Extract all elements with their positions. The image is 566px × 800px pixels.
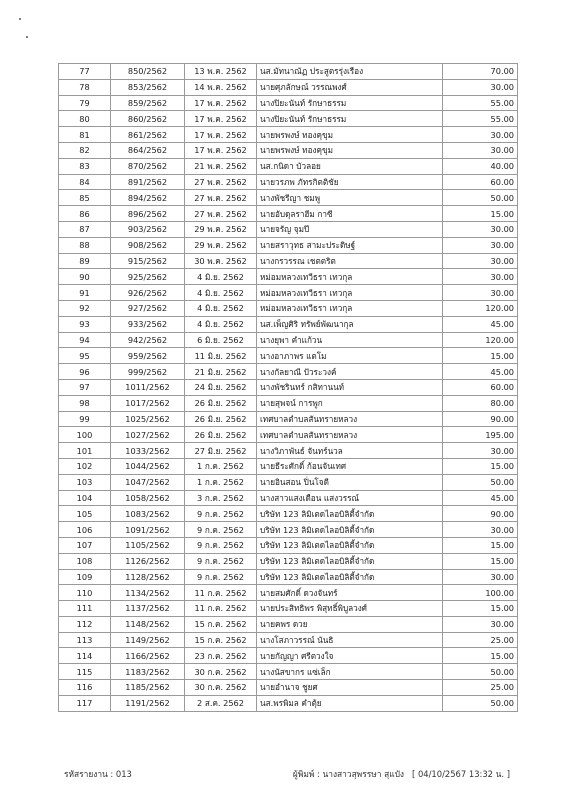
row-number: 106 — [59, 522, 111, 538]
table-row — [59, 458, 518, 474]
table-row — [59, 237, 518, 253]
amount: 120.00 — [443, 332, 518, 348]
table-row — [59, 616, 518, 632]
amount: 30.00 — [443, 285, 518, 301]
document-number: 894/2562 — [111, 190, 185, 206]
document-number: 1033/2562 — [111, 443, 185, 459]
document-number: 1017/2562 — [111, 395, 185, 411]
record-date: 23 ก.ค. 2562 — [185, 648, 257, 664]
payer-name: บริษัท 123 ลิมิเตดไลอบิลิตี้จำกัด — [257, 537, 443, 553]
record-date: 2 ส.ค. 2562 — [185, 695, 257, 711]
amount: 30.00 — [443, 443, 518, 459]
row-number: 82 — [59, 142, 111, 158]
printed-info — [293, 767, 510, 781]
table-row — [59, 585, 518, 601]
document-number: 1047/2562 — [111, 474, 185, 490]
record-date: 4 มิ.ย. 2562 — [185, 300, 257, 316]
records-table — [58, 63, 518, 712]
row-number: 90 — [59, 269, 111, 285]
document-number: 1091/2562 — [111, 522, 185, 538]
record-date: 21 มิ.ย. 2562 — [185, 364, 257, 380]
document-number: 1128/2562 — [111, 569, 185, 585]
record-date: 1 ก.ค. 2562 — [185, 458, 257, 474]
amount: 120.00 — [443, 300, 518, 316]
document-number: 1011/2562 — [111, 379, 185, 395]
amount: 90.00 — [443, 411, 518, 427]
table-row — [59, 95, 518, 111]
table-row — [59, 632, 518, 648]
table-row — [59, 506, 518, 522]
table-row — [59, 142, 518, 158]
payer-name: เทศบาลตำบลสันทรายหลวง — [257, 411, 443, 427]
payer-name: นายสมศักดิ์ ดวงจันทร์ — [257, 585, 443, 601]
payer-name: เทศบาลตำบลสันทรายหลวง — [257, 427, 443, 443]
record-date: 1 ก.ค. 2562 — [185, 474, 257, 490]
document-number: 933/2562 — [111, 316, 185, 332]
record-date: 26 มิ.ย. 2562 — [185, 427, 257, 443]
record-date: 9 ก.ค. 2562 — [185, 553, 257, 569]
record-date: 3 ก.ค. 2562 — [185, 490, 257, 506]
record-date: 30 ก.ค. 2562 — [185, 664, 257, 680]
document-number: 1148/2562 — [111, 616, 185, 632]
row-number: 96 — [59, 364, 111, 380]
amount: 30.00 — [443, 569, 518, 585]
row-number: 92 — [59, 300, 111, 316]
row-number: 98 — [59, 395, 111, 411]
record-date: 21 พ.ค. 2562 — [185, 158, 257, 174]
row-number: 77 — [59, 64, 111, 80]
record-date: 27 มิ.ย. 2562 — [185, 443, 257, 459]
row-number: 97 — [59, 379, 111, 395]
report-code: รหัสรายงาน : 013 — [64, 769, 132, 779]
table-row — [59, 221, 518, 237]
amount: 15.00 — [443, 348, 518, 364]
payer-name: นายสราวุทธ สามะประดิษฐ์ — [257, 237, 443, 253]
amount: 100.00 — [443, 585, 518, 601]
row-number: 87 — [59, 221, 111, 237]
row-number: 80 — [59, 111, 111, 127]
payer-name: นายคพร ดวย — [257, 616, 443, 632]
scan-speck — [26, 36, 28, 38]
record-date: 9 ก.ค. 2562 — [185, 506, 257, 522]
document-number: 903/2562 — [111, 221, 185, 237]
record-date: 24 มิ.ย. 2562 — [185, 379, 257, 395]
row-number: 107 — [59, 537, 111, 553]
row-number: 113 — [59, 632, 111, 648]
table-row — [59, 569, 518, 585]
row-number: 94 — [59, 332, 111, 348]
table-row — [59, 474, 518, 490]
payer-name: นายอำนาจ ชูยศ — [257, 680, 443, 696]
table-row — [59, 395, 518, 411]
row-number: 105 — [59, 506, 111, 522]
table-row — [59, 111, 518, 127]
document-number: 864/2562 — [111, 142, 185, 158]
table-row — [59, 601, 518, 617]
payer-name: นางนัสขากร แซ่เล็ก — [257, 664, 443, 680]
payer-name: หม่อมหลวงเทวีธรา เทวกุล — [257, 300, 443, 316]
document-number: 908/2562 — [111, 237, 185, 253]
payer-name: นางพัชรีญา ชมพู — [257, 190, 443, 206]
amount: 50.00 — [443, 695, 518, 711]
table-row — [59, 553, 518, 569]
row-number: 79 — [59, 95, 111, 111]
table-row — [59, 648, 518, 664]
record-date: 27 พ.ค. 2562 — [185, 190, 257, 206]
records-body — [59, 64, 518, 712]
amount: 50.00 — [443, 474, 518, 490]
document-number: 1025/2562 — [111, 411, 185, 427]
printed-by: ผู้พิมพ์ : นางสาวสุพรรษา สุแป๋ง — [292, 769, 405, 779]
record-date: 26 มิ.ย. 2562 — [185, 395, 257, 411]
payer-name: นายประสิทธิพร พิสุทธิ์พิบูลวงศ์ — [257, 601, 443, 617]
amount: 25.00 — [443, 680, 518, 696]
payer-name: นางปิยะนันท์ รักษาธรรม — [257, 95, 443, 111]
row-number: 116 — [59, 680, 111, 696]
row-number: 100 — [59, 427, 111, 443]
amount: 15.00 — [443, 537, 518, 553]
amount: 30.00 — [443, 522, 518, 538]
record-date: 9 ก.ค. 2562 — [185, 537, 257, 553]
payer-name: นส.มัทนาณัฏ ประสูตรรุ่งเรือง — [257, 64, 443, 80]
amount: 70.00 — [443, 64, 518, 80]
row-number: 108 — [59, 553, 111, 569]
table-row — [59, 664, 518, 680]
document-number: 861/2562 — [111, 127, 185, 143]
table-row — [59, 300, 518, 316]
payer-name: นายศุภลักษณ์ วรรณพงศ์ — [257, 79, 443, 95]
table-row — [59, 253, 518, 269]
document-number: 860/2562 — [111, 111, 185, 127]
row-number: 117 — [59, 695, 111, 711]
record-date: 15 ก.ค. 2562 — [185, 616, 257, 632]
amount: 30.00 — [443, 616, 518, 632]
payer-name: บริษัท 123 ลิมิเตดไลอบิลิตี้จำกัด — [257, 569, 443, 585]
amount: 45.00 — [443, 316, 518, 332]
payer-name: หม่อมหลวงเทวีธรา เทวกุล — [257, 285, 443, 301]
record-date: 4 มิ.ย. 2562 — [185, 316, 257, 332]
table-row — [59, 285, 518, 301]
amount: 55.00 — [443, 95, 518, 111]
row-number: 81 — [59, 127, 111, 143]
row-number: 86 — [59, 206, 111, 222]
row-number: 102 — [59, 458, 111, 474]
record-date: 6 มิ.ย. 2562 — [185, 332, 257, 348]
table-row — [59, 348, 518, 364]
payer-name: นางกรวรรณ เชตตริต — [257, 253, 443, 269]
payer-name: บริษัท 123 ลิมิเตดไลอบิลิตี้จำกัด — [257, 522, 443, 538]
amount: 30.00 — [443, 127, 518, 143]
document-number: 999/2562 — [111, 364, 185, 380]
amount: 30.00 — [443, 253, 518, 269]
payer-name: นายพรพงษ์ ทองคุขุม — [257, 142, 443, 158]
amount: 15.00 — [443, 601, 518, 617]
row-number: 111 — [59, 601, 111, 617]
payer-name: นางกัลยาณี ปัวระวงค์ — [257, 364, 443, 380]
payer-name: นายกัญญา ศรีตวงใจ — [257, 648, 443, 664]
payer-name: นายจรัญ จุมปี — [257, 221, 443, 237]
amount: 30.00 — [443, 221, 518, 237]
record-date: 4 มิ.ย. 2562 — [185, 269, 257, 285]
payer-name: บริษัท 123 ลิมิเตดไลอบิลิตี้จำกัด — [257, 553, 443, 569]
amount: 40.00 — [443, 158, 518, 174]
row-number: 88 — [59, 237, 111, 253]
record-date: 17 พ.ค. 2562 — [185, 142, 257, 158]
document-number: 1166/2562 — [111, 648, 185, 664]
row-number: 103 — [59, 474, 111, 490]
record-date: 15 ก.ค. 2562 — [185, 632, 257, 648]
document-number: 1134/2562 — [111, 585, 185, 601]
payer-name: นายธีระศักดิ์ ก้อนจันเทศ — [257, 458, 443, 474]
scan-speck — [19, 18, 21, 20]
amount: 15.00 — [443, 553, 518, 569]
table-row — [59, 443, 518, 459]
table-row — [59, 490, 518, 506]
document-number: 915/2562 — [111, 253, 185, 269]
document-number: 870/2562 — [111, 158, 185, 174]
payer-name: นางโสภาวรรณ์ นันธิ — [257, 632, 443, 648]
amount: 55.00 — [443, 111, 518, 127]
table-row — [59, 316, 518, 332]
document-number: 1137/2562 — [111, 601, 185, 617]
table-row — [59, 174, 518, 190]
table-row — [59, 537, 518, 553]
row-number: 110 — [59, 585, 111, 601]
row-number: 101 — [59, 443, 111, 459]
record-date: 9 ก.ค. 2562 — [185, 569, 257, 585]
document-number: 1105/2562 — [111, 537, 185, 553]
amount: 30.00 — [443, 237, 518, 253]
amount: 195.00 — [443, 427, 518, 443]
row-number: 109 — [59, 569, 111, 585]
amount: 50.00 — [443, 190, 518, 206]
row-number: 104 — [59, 490, 111, 506]
record-date: 30 พ.ค. 2562 — [185, 253, 257, 269]
amount: 30.00 — [443, 142, 518, 158]
row-number: 89 — [59, 253, 111, 269]
table-row — [59, 206, 518, 222]
row-number: 84 — [59, 174, 111, 190]
row-number: 78 — [59, 79, 111, 95]
row-number: 112 — [59, 616, 111, 632]
payer-name: นายอับดุลราฮีม กาซี — [257, 206, 443, 222]
table-row — [59, 127, 518, 143]
record-date: 17 พ.ค. 2562 — [185, 95, 257, 111]
amount: 30.00 — [443, 269, 518, 285]
amount: 30.00 — [443, 79, 518, 95]
document-number: 1058/2562 — [111, 490, 185, 506]
record-date: 29 พ.ค. 2562 — [185, 237, 257, 253]
payer-name: บริษัท 123 ลิมิเตดไลอบิลิตี้จำกัด — [257, 506, 443, 522]
payer-name: นางพัชรินทร์ กสิทานนท์ — [257, 379, 443, 395]
payer-name: นายสุพจน์ การพูก — [257, 395, 443, 411]
table-row — [59, 364, 518, 380]
printed-at: [ 04/10/2567 13:32 น. ] — [412, 769, 510, 779]
payer-name: นายพรพงษ์ ทองคุขุม — [257, 127, 443, 143]
record-date: 26 มิ.ย. 2562 — [185, 411, 257, 427]
amount: 15.00 — [443, 648, 518, 664]
document-number: 1183/2562 — [111, 664, 185, 680]
table-row — [59, 332, 518, 348]
record-date: 9 ก.ค. 2562 — [185, 522, 257, 538]
payer-name: นางอาภาพร แตโม — [257, 348, 443, 364]
amount: 45.00 — [443, 364, 518, 380]
table-row — [59, 64, 518, 80]
row-number: 93 — [59, 316, 111, 332]
record-date: 29 พ.ค. 2562 — [185, 221, 257, 237]
row-number: 95 — [59, 348, 111, 364]
document-number: 942/2562 — [111, 332, 185, 348]
amount: 50.00 — [443, 664, 518, 680]
payer-name: นส.พรพิมล คำตุ้ย — [257, 695, 443, 711]
record-date: 13 พ.ค. 2562 — [185, 64, 257, 80]
table-row — [59, 427, 518, 443]
amount: 15.00 — [443, 458, 518, 474]
table-row — [59, 695, 518, 711]
payer-name: หม่อมหลวงเทวีธรา เทวกุล — [257, 269, 443, 285]
row-number: 115 — [59, 664, 111, 680]
table-row — [59, 158, 518, 174]
document-number: 926/2562 — [111, 285, 185, 301]
record-date: 14 พ.ค. 2562 — [185, 79, 257, 95]
table-row — [59, 680, 518, 696]
amount: 80.00 — [443, 395, 518, 411]
payer-name: นางยุพา คำแก้วน — [257, 332, 443, 348]
amount: 25.00 — [443, 632, 518, 648]
payer-name: นส.เพ็ญศิริ ทรัพย์พัฒนากุล — [257, 316, 443, 332]
record-date: 30 ก.ค. 2562 — [185, 680, 257, 696]
document-number: 896/2562 — [111, 206, 185, 222]
table-row — [59, 269, 518, 285]
document-number: 853/2562 — [111, 79, 185, 95]
document-number: 859/2562 — [111, 95, 185, 111]
record-date: 4 มิ.ย. 2562 — [185, 285, 257, 301]
document-number: 850/2562 — [111, 64, 185, 80]
amount: 45.00 — [443, 490, 518, 506]
row-number: 99 — [59, 411, 111, 427]
document-number: 925/2562 — [111, 269, 185, 285]
table-row — [59, 411, 518, 427]
payer-name: นส.กนิดา บัวลอย — [257, 158, 443, 174]
document-number: 1149/2562 — [111, 632, 185, 648]
payer-name: นางสาวแสงเดือน แสงวรรณ์ — [257, 490, 443, 506]
amount: 60.00 — [443, 174, 518, 190]
amount: 15.00 — [443, 206, 518, 222]
document-number: 1191/2562 — [111, 695, 185, 711]
row-number: 83 — [59, 158, 111, 174]
document-number: 1027/2562 — [111, 427, 185, 443]
record-date: 17 พ.ค. 2562 — [185, 111, 257, 127]
amount: 60.00 — [443, 379, 518, 395]
record-date: 27 พ.ค. 2562 — [185, 174, 257, 190]
row-number: 114 — [59, 648, 111, 664]
record-date: 11 ก.ค. 2562 — [185, 601, 257, 617]
payer-name: นายวรภพ ภัทรกิตติชัย — [257, 174, 443, 190]
table-row — [59, 190, 518, 206]
table-row — [59, 379, 518, 395]
payer-name: นางวิภาพันธ์ จันทร์นวล — [257, 443, 443, 459]
document-number: 927/2562 — [111, 300, 185, 316]
document-number: 1044/2562 — [111, 458, 185, 474]
row-number: 91 — [59, 285, 111, 301]
document-number: 959/2562 — [111, 348, 185, 364]
document-number: 891/2562 — [111, 174, 185, 190]
row-number: 85 — [59, 190, 111, 206]
document-number: 1083/2562 — [111, 506, 185, 522]
payer-name: นายอินสอน ปิ่นโจดี — [257, 474, 443, 490]
record-date: 17 พ.ค. 2562 — [185, 127, 257, 143]
table-row — [59, 522, 518, 538]
document-number: 1185/2562 — [111, 680, 185, 696]
table-row — [59, 79, 518, 95]
document-number: 1126/2562 — [111, 553, 185, 569]
payer-name: นางปิยะนันท์ รักษาธรรม — [257, 111, 443, 127]
record-date: 27 พ.ค. 2562 — [185, 206, 257, 222]
record-date: 11 มิ.ย. 2562 — [185, 348, 257, 364]
record-date: 11 ก.ค. 2562 — [185, 585, 257, 601]
amount: 90.00 — [443, 506, 518, 522]
